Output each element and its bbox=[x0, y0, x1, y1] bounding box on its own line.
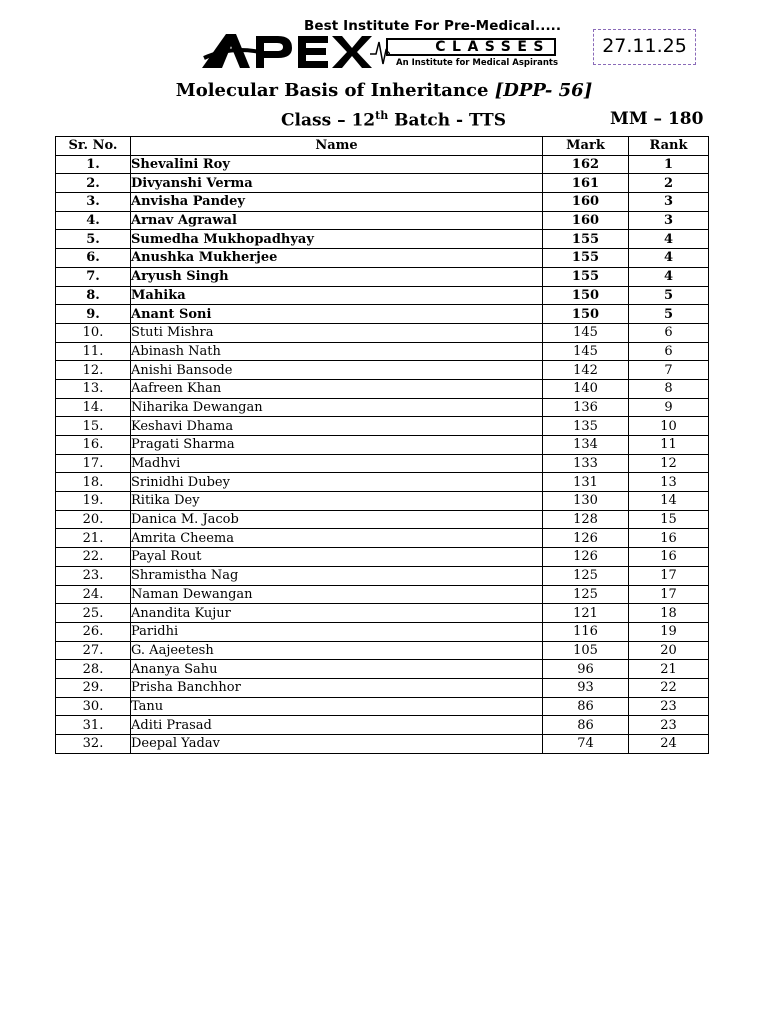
cell-sr-no: 25. bbox=[56, 604, 131, 623]
cell-rank: 21 bbox=[629, 660, 709, 679]
table-row bbox=[56, 379, 709, 398]
cell-sr-no: 32. bbox=[56, 735, 131, 754]
cell-rank: 2 bbox=[629, 174, 709, 193]
cell-name: Paridhi bbox=[131, 622, 543, 641]
cell-rank: 8 bbox=[629, 379, 709, 398]
page-header bbox=[0, 0, 768, 136]
cell-rank: 3 bbox=[629, 211, 709, 230]
cell-sr-no: 1. bbox=[56, 155, 131, 174]
cell-name: Anandita Kujur bbox=[131, 604, 543, 623]
cell-sr-no: 19. bbox=[56, 492, 131, 511]
cell-mark: 140 bbox=[543, 379, 629, 398]
cell-rank: 5 bbox=[629, 286, 709, 305]
cell-mark: 160 bbox=[543, 193, 629, 212]
cell-name: Aditi Prasad bbox=[131, 716, 543, 735]
cell-name: Mahika bbox=[131, 286, 543, 305]
cell-mark: 155 bbox=[543, 230, 629, 249]
cell-mark: 145 bbox=[543, 342, 629, 361]
table-row bbox=[56, 342, 709, 361]
cell-rank: 15 bbox=[629, 510, 709, 529]
cell-name: Tanu bbox=[131, 697, 543, 716]
table-row bbox=[56, 473, 709, 492]
max-marks-label: MM – 180 bbox=[610, 109, 704, 129]
cell-rank: 24 bbox=[629, 735, 709, 754]
class-superscript: th bbox=[375, 109, 389, 122]
cell-rank: 6 bbox=[629, 323, 709, 342]
logo-subtitle: An Institute for Medical Aspirants bbox=[396, 58, 559, 68]
class-batch-label bbox=[281, 109, 506, 131]
cell-mark: 131 bbox=[543, 473, 629, 492]
results-table bbox=[55, 136, 709, 754]
cell-rank: 20 bbox=[629, 641, 709, 660]
cell-sr-no: 6. bbox=[56, 249, 131, 268]
cell-name: Shevalini Roy bbox=[131, 155, 543, 174]
table-row bbox=[56, 697, 709, 716]
table-row bbox=[56, 735, 709, 754]
cell-sr-no: 24. bbox=[56, 585, 131, 604]
cell-mark: 134 bbox=[543, 436, 629, 455]
cell-mark: 125 bbox=[543, 585, 629, 604]
cell-name: Amrita Cheema bbox=[131, 529, 543, 548]
cell-sr-no: 5. bbox=[56, 230, 131, 249]
cell-mark: 155 bbox=[543, 249, 629, 268]
column-header-mark: Mark bbox=[543, 137, 629, 156]
cell-sr-no: 21. bbox=[56, 529, 131, 548]
cell-mark: 121 bbox=[543, 604, 629, 623]
cell-mark: 86 bbox=[543, 716, 629, 735]
table-body bbox=[56, 155, 709, 753]
table-row bbox=[56, 641, 709, 660]
table-row bbox=[56, 323, 709, 342]
cell-name: Stuti Mishra bbox=[131, 323, 543, 342]
table-row bbox=[56, 510, 709, 529]
cell-name: Anant Soni bbox=[131, 305, 543, 324]
cell-sr-no: 14. bbox=[56, 398, 131, 417]
cell-sr-no: 7. bbox=[56, 267, 131, 286]
cell-mark: 93 bbox=[543, 678, 629, 697]
title-text: Molecular Basis of Inheritance bbox=[175, 80, 489, 101]
cell-rank: 10 bbox=[629, 417, 709, 436]
cell-rank: 17 bbox=[629, 585, 709, 604]
cell-mark: 126 bbox=[543, 548, 629, 567]
cell-mark: 86 bbox=[543, 697, 629, 716]
table-row bbox=[56, 305, 709, 324]
cell-mark: 161 bbox=[543, 174, 629, 193]
cell-rank: 9 bbox=[629, 398, 709, 417]
class-prefix: Class – 12 bbox=[281, 110, 376, 131]
cell-name: Keshavi Dhama bbox=[131, 417, 543, 436]
table-row bbox=[56, 155, 709, 174]
cell-rank: 7 bbox=[629, 361, 709, 380]
cell-name: Pragati Sharma bbox=[131, 436, 543, 455]
column-header-rank: Rank bbox=[629, 137, 709, 156]
cell-name: Anishi Bansode bbox=[131, 361, 543, 380]
logo-tagline: Best Institute For Pre-Medical..... bbox=[304, 18, 562, 34]
cell-mark: 130 bbox=[543, 492, 629, 511]
cell-sr-no: 11. bbox=[56, 342, 131, 361]
cell-sr-no: 30. bbox=[56, 697, 131, 716]
dpp-label: [DPP- 56] bbox=[494, 80, 593, 101]
cell-mark: 162 bbox=[543, 155, 629, 174]
table-row bbox=[56, 454, 709, 473]
table-row bbox=[56, 193, 709, 212]
apex-logo-mark-icon bbox=[200, 28, 390, 74]
table-row bbox=[56, 622, 709, 641]
apex-classes-logo bbox=[200, 18, 560, 76]
cell-name: Shramistha Nag bbox=[131, 566, 543, 585]
cell-rank: 16 bbox=[629, 529, 709, 548]
cell-rank: 4 bbox=[629, 249, 709, 268]
cell-sr-no: 10. bbox=[56, 323, 131, 342]
cell-name: Abinash Nath bbox=[131, 342, 543, 361]
cell-sr-no: 12. bbox=[56, 361, 131, 380]
table-row bbox=[56, 436, 709, 455]
date-box: 27.11.25 bbox=[593, 29, 696, 65]
cell-sr-no: 20. bbox=[56, 510, 131, 529]
cell-mark: 155 bbox=[543, 267, 629, 286]
cell-mark: 136 bbox=[543, 398, 629, 417]
cell-name: Divyanshi Verma bbox=[131, 174, 543, 193]
cell-name: Srinidhi Dubey bbox=[131, 473, 543, 492]
cell-sr-no: 9. bbox=[56, 305, 131, 324]
cell-sr-no: 27. bbox=[56, 641, 131, 660]
cell-rank: 19 bbox=[629, 622, 709, 641]
table-row bbox=[56, 660, 709, 679]
cell-mark: 116 bbox=[543, 622, 629, 641]
table-row bbox=[56, 286, 709, 305]
cell-sr-no: 16. bbox=[56, 436, 131, 455]
cell-name: Aafreen Khan bbox=[131, 379, 543, 398]
cell-sr-no: 17. bbox=[56, 454, 131, 473]
cell-name: Payal Rout bbox=[131, 548, 543, 567]
cell-sr-no: 13. bbox=[56, 379, 131, 398]
table-row bbox=[56, 548, 709, 567]
table-row bbox=[56, 585, 709, 604]
cell-rank: 22 bbox=[629, 678, 709, 697]
cell-rank: 23 bbox=[629, 697, 709, 716]
cell-mark: 160 bbox=[543, 211, 629, 230]
table-row bbox=[56, 267, 709, 286]
cell-rank: 12 bbox=[629, 454, 709, 473]
table-row bbox=[56, 566, 709, 585]
cell-sr-no: 22. bbox=[56, 548, 131, 567]
cell-rank: 4 bbox=[629, 267, 709, 286]
cell-rank: 5 bbox=[629, 305, 709, 324]
table-row bbox=[56, 211, 709, 230]
cell-sr-no: 15. bbox=[56, 417, 131, 436]
logo-classes-box: CLASSES bbox=[386, 38, 556, 56]
cell-name: Prisha Banchhor bbox=[131, 678, 543, 697]
cell-mark: 142 bbox=[543, 361, 629, 380]
cell-name: Ananya Sahu bbox=[131, 660, 543, 679]
cell-name: Deepal Yadav bbox=[131, 735, 543, 754]
cell-name: G. Aajeetesh bbox=[131, 641, 543, 660]
cell-sr-no: 2. bbox=[56, 174, 131, 193]
table-row bbox=[56, 174, 709, 193]
table-row bbox=[56, 678, 709, 697]
cell-mark: 150 bbox=[543, 286, 629, 305]
cell-rank: 13 bbox=[629, 473, 709, 492]
table-row bbox=[56, 398, 709, 417]
page-title bbox=[0, 80, 768, 101]
table-row bbox=[56, 361, 709, 380]
cell-sr-no: 8. bbox=[56, 286, 131, 305]
cell-name: Aryush Singh bbox=[131, 267, 543, 286]
cell-mark: 128 bbox=[543, 510, 629, 529]
class-suffix: Batch - TTS bbox=[388, 110, 506, 131]
cell-rank: 23 bbox=[629, 716, 709, 735]
cell-rank: 1 bbox=[629, 155, 709, 174]
cell-rank: 3 bbox=[629, 193, 709, 212]
column-header-sr-no: Sr. No. bbox=[56, 137, 131, 156]
cell-rank: 16 bbox=[629, 548, 709, 567]
cell-mark: 105 bbox=[543, 641, 629, 660]
cell-name: Madhvi bbox=[131, 454, 543, 473]
cell-sr-no: 31. bbox=[56, 716, 131, 735]
cell-rank: 18 bbox=[629, 604, 709, 623]
cell-rank: 17 bbox=[629, 566, 709, 585]
cell-sr-no: 23. bbox=[56, 566, 131, 585]
cell-mark: 74 bbox=[543, 735, 629, 754]
cell-name: Anvisha Pandey bbox=[131, 193, 543, 212]
table-row bbox=[56, 716, 709, 735]
cell-name: Sumedha Mukhopadhyay bbox=[131, 230, 543, 249]
cell-name: Anushka Mukherjee bbox=[131, 249, 543, 268]
table-row bbox=[56, 230, 709, 249]
cell-mark: 145 bbox=[543, 323, 629, 342]
cell-mark: 135 bbox=[543, 417, 629, 436]
table-row bbox=[56, 492, 709, 511]
table-row bbox=[56, 417, 709, 436]
cell-rank: 6 bbox=[629, 342, 709, 361]
cell-sr-no: 29. bbox=[56, 678, 131, 697]
cell-mark: 150 bbox=[543, 305, 629, 324]
cell-rank: 11 bbox=[629, 436, 709, 455]
cell-sr-no: 26. bbox=[56, 622, 131, 641]
cell-rank: 4 bbox=[629, 230, 709, 249]
cell-name: Ritika Dey bbox=[131, 492, 543, 511]
cell-name: Niharika Dewangan bbox=[131, 398, 543, 417]
cell-rank: 14 bbox=[629, 492, 709, 511]
cell-mark: 133 bbox=[543, 454, 629, 473]
table-row bbox=[56, 529, 709, 548]
cell-mark: 126 bbox=[543, 529, 629, 548]
cell-sr-no: 28. bbox=[56, 660, 131, 679]
column-header-name: Name bbox=[131, 137, 543, 156]
cell-name: Arnav Agrawal bbox=[131, 211, 543, 230]
cell-sr-no: 4. bbox=[56, 211, 131, 230]
table-row bbox=[56, 604, 709, 623]
cell-mark: 125 bbox=[543, 566, 629, 585]
cell-name: Danica M. Jacob bbox=[131, 510, 543, 529]
cell-mark: 96 bbox=[543, 660, 629, 679]
cell-sr-no: 18. bbox=[56, 473, 131, 492]
cell-name: Naman Dewangan bbox=[131, 585, 543, 604]
cell-sr-no: 3. bbox=[56, 193, 131, 212]
table-row bbox=[56, 249, 709, 268]
table-header-row bbox=[56, 137, 709, 156]
